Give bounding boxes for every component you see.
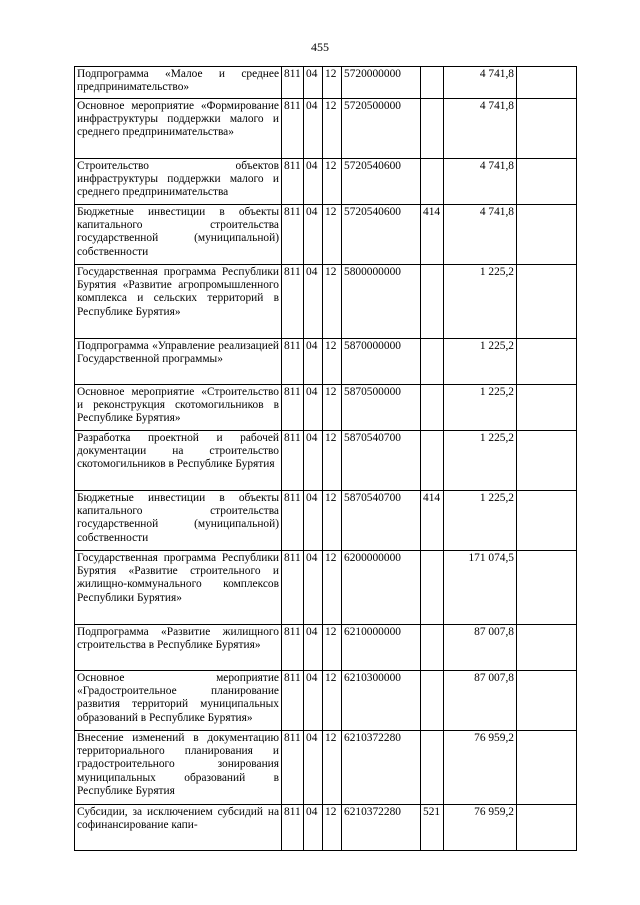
expense-type-cell bbox=[421, 159, 444, 205]
ministry-code-cell: 811 bbox=[282, 99, 304, 159]
table-row bbox=[75, 805, 577, 851]
table-row bbox=[75, 625, 577, 671]
target-article-cell: 5720000000 bbox=[342, 67, 421, 99]
section-code-cell: 04 bbox=[304, 159, 323, 205]
expense-type-cell bbox=[421, 99, 444, 159]
target-article-cell: 5720540600 bbox=[342, 159, 421, 205]
table-row bbox=[75, 99, 577, 159]
table-row bbox=[75, 159, 577, 205]
row-name-cell: Подпрограмма «Управление реализацией Государственной программы» bbox=[75, 339, 282, 385]
amount-cell: 4 741,8 bbox=[444, 99, 517, 159]
extra-cell bbox=[517, 551, 577, 625]
table-row bbox=[75, 431, 577, 491]
table-row bbox=[75, 491, 577, 551]
subsection-code-cell: 12 bbox=[323, 805, 342, 851]
target-article-cell: 5870540700 bbox=[342, 431, 421, 491]
target-article-cell: 5800000000 bbox=[342, 265, 421, 339]
subsection-code-cell: 12 bbox=[323, 731, 342, 805]
ministry-code-cell: 811 bbox=[282, 671, 304, 731]
extra-cell bbox=[517, 805, 577, 851]
ministry-code-cell: 811 bbox=[282, 551, 304, 625]
amount-cell: 171 074,5 bbox=[444, 551, 517, 625]
ministry-code-cell: 811 bbox=[282, 731, 304, 805]
amount-cell: 1 225,2 bbox=[444, 385, 517, 431]
section-code-cell: 04 bbox=[304, 625, 323, 671]
expense-type-cell bbox=[421, 551, 444, 625]
target-article-cell: 6200000000 bbox=[342, 551, 421, 625]
ministry-code-cell: 811 bbox=[282, 159, 304, 205]
row-name-cell: Подпрограмма «Развитие жилищного строительства в Республике Бурятия» bbox=[75, 625, 282, 671]
extra-cell bbox=[517, 731, 577, 805]
extra-cell bbox=[517, 99, 577, 159]
table-row bbox=[75, 731, 577, 805]
extra-cell bbox=[517, 265, 577, 339]
amount-cell: 87 007,8 bbox=[444, 671, 517, 731]
page-number: 455 bbox=[311, 40, 329, 54]
expense-type-cell bbox=[421, 339, 444, 385]
expense-type-cell: 414 bbox=[421, 491, 444, 551]
subsection-code-cell: 12 bbox=[323, 385, 342, 431]
target-article-cell: 5870000000 bbox=[342, 339, 421, 385]
row-name-cell: Субсидии, за исключением субсидий на софинансирование капи- bbox=[75, 805, 282, 851]
section-code-cell: 04 bbox=[304, 339, 323, 385]
row-name-cell: Государственная программа Республики Бурятия «Развитие строительного и жилищно-коммунального комплексов Республики Бурятия» bbox=[75, 551, 282, 625]
target-article-cell: 6210372280 bbox=[342, 731, 421, 805]
amount-cell: 76 959,2 bbox=[444, 805, 517, 851]
subsection-code-cell: 12 bbox=[323, 431, 342, 491]
row-name-cell: Разработка проектной и рабочей документации на строительство скотомогильников в Республике Бурятия bbox=[75, 431, 282, 491]
expense-type-cell bbox=[421, 625, 444, 671]
extra-cell bbox=[517, 491, 577, 551]
subsection-code-cell: 12 bbox=[323, 205, 342, 265]
subsection-code-cell: 12 bbox=[323, 265, 342, 339]
subsection-code-cell: 12 bbox=[323, 551, 342, 625]
ministry-code-cell: 811 bbox=[282, 265, 304, 339]
row-name-cell: Бюджетные инвестиции в объекты капитального строительства государственной (муниципальной) собственности bbox=[75, 205, 282, 265]
table-row bbox=[75, 385, 577, 431]
table-row bbox=[75, 671, 577, 731]
section-code-cell: 04 bbox=[304, 671, 323, 731]
ministry-code-cell: 811 bbox=[282, 625, 304, 671]
section-code-cell: 04 bbox=[304, 805, 323, 851]
budget-table bbox=[74, 66, 577, 851]
extra-cell bbox=[517, 205, 577, 265]
amount-cell: 1 225,2 bbox=[444, 431, 517, 491]
amount-cell: 4 741,8 bbox=[444, 67, 517, 99]
table-row bbox=[75, 551, 577, 625]
target-article-cell: 5720500000 bbox=[342, 99, 421, 159]
ministry-code-cell: 811 bbox=[282, 431, 304, 491]
row-name-cell: Внесение изменений в документацию территориального планирования и градостроительного зонирования муниципальных образований в Республике Бурятия bbox=[75, 731, 282, 805]
row-name-cell: Основное мероприятие «Строительство и реконструкция скотомогильников в Республике Бурятия» bbox=[75, 385, 282, 431]
extra-cell bbox=[517, 385, 577, 431]
subsection-code-cell: 12 bbox=[323, 339, 342, 385]
expense-type-cell bbox=[421, 431, 444, 491]
amount-cell: 4 741,8 bbox=[444, 159, 517, 205]
extra-cell bbox=[517, 671, 577, 731]
subsection-code-cell: 12 bbox=[323, 159, 342, 205]
section-code-cell: 04 bbox=[304, 551, 323, 625]
row-name-cell: Строительство объектов инфраструктуры поддержки малого и среднего предпринимательства bbox=[75, 159, 282, 205]
ministry-code-cell: 811 bbox=[282, 205, 304, 265]
ministry-code-cell: 811 bbox=[282, 339, 304, 385]
extra-cell bbox=[517, 339, 577, 385]
section-code-cell: 04 bbox=[304, 67, 323, 99]
amount-cell: 87 007,8 bbox=[444, 625, 517, 671]
subsection-code-cell: 12 bbox=[323, 67, 342, 99]
section-code-cell: 04 bbox=[304, 99, 323, 159]
target-article-cell: 5720540600 bbox=[342, 205, 421, 265]
row-name-cell: Основное мероприятие «Градостроительное планирование развития территорий муниципальных образований в Республике Бурятия» bbox=[75, 671, 282, 731]
row-name-cell: Государственная программа Республики Бурятия «Развитие агропромышленного комплекса и сельских территорий в Республике Бурятия» bbox=[75, 265, 282, 339]
table-row bbox=[75, 339, 577, 385]
expense-type-cell bbox=[421, 671, 444, 731]
section-code-cell: 04 bbox=[304, 385, 323, 431]
expense-type-cell: 521 bbox=[421, 805, 444, 851]
extra-cell bbox=[517, 625, 577, 671]
amount-cell: 76 959,2 bbox=[444, 731, 517, 805]
section-code-cell: 04 bbox=[304, 731, 323, 805]
amount-cell: 1 225,2 bbox=[444, 491, 517, 551]
ministry-code-cell: 811 bbox=[282, 491, 304, 551]
table-row bbox=[75, 265, 577, 339]
subsection-code-cell: 12 bbox=[323, 625, 342, 671]
extra-cell bbox=[517, 431, 577, 491]
ministry-code-cell: 811 bbox=[282, 385, 304, 431]
section-code-cell: 04 bbox=[304, 205, 323, 265]
expense-type-cell: 414 bbox=[421, 205, 444, 265]
extra-cell bbox=[517, 67, 577, 99]
target-article-cell: 5870540700 bbox=[342, 491, 421, 551]
table-row bbox=[75, 67, 577, 99]
expense-type-cell bbox=[421, 731, 444, 805]
section-code-cell: 04 bbox=[304, 431, 323, 491]
expense-type-cell bbox=[421, 385, 444, 431]
target-article-cell: 6210372280 bbox=[342, 805, 421, 851]
subsection-code-cell: 12 bbox=[323, 491, 342, 551]
amount-cell: 4 741,8 bbox=[444, 205, 517, 265]
row-name-cell: Бюджетные инвестиции в объекты капитального строительства государственной (муниципальной) собственности bbox=[75, 491, 282, 551]
subsection-code-cell: 12 bbox=[323, 671, 342, 731]
row-name-cell: Подпрограмма «Малое и среднее предпринимательство» bbox=[75, 67, 282, 99]
section-code-cell: 04 bbox=[304, 265, 323, 339]
subsection-code-cell: 12 bbox=[323, 99, 342, 159]
amount-cell: 1 225,2 bbox=[444, 339, 517, 385]
target-article-cell: 6210300000 bbox=[342, 671, 421, 731]
amount-cell: 1 225,2 bbox=[444, 265, 517, 339]
extra-cell bbox=[517, 159, 577, 205]
section-code-cell: 04 bbox=[304, 491, 323, 551]
table-row bbox=[75, 205, 577, 265]
row-name-cell: Основное мероприятие «Формирование инфраструктуры поддержки малого и среднего предпринимательства» bbox=[75, 99, 282, 159]
ministry-code-cell: 811 bbox=[282, 67, 304, 99]
expense-type-cell bbox=[421, 67, 444, 99]
target-article-cell: 5870500000 bbox=[342, 385, 421, 431]
table-body bbox=[75, 67, 577, 851]
ministry-code-cell: 811 bbox=[282, 805, 304, 851]
target-article-cell: 6210000000 bbox=[342, 625, 421, 671]
expense-type-cell bbox=[421, 265, 444, 339]
